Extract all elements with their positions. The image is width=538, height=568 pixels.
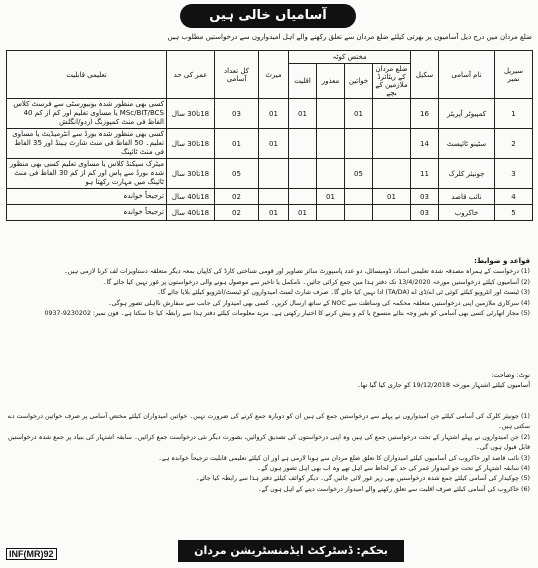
cell-qualification: کسی بھی منظور شدہ یونیورسٹی سے فرسٹ کلاس MSc/BIT/BCS یا مساوی تعلیم اور کم از کم 40 الفاظ فی منٹ کمپوزنگ اردو/انگلش [7,99,167,129]
terms-title: قواعد و ضوابط: [474,257,530,265]
cell-qualification: ترجیحاً خواندہ [7,205,167,221]
cell-post: خاکروب [439,205,495,221]
cell-district-sons [373,129,411,159]
cell-district-sons [373,205,411,221]
category-note: (3) نائب قاصد اور خاکروب کی آسامیوں کیلئے امیدواران کا تعلق ضلع مردان سے ہونا لازمی ہے اور ان کیلئے تعلیمی قابلیت ترجیحاً خواندہ ہے۔ [158,454,530,462]
cell-women [345,189,373,205]
table-row [7,129,533,159]
cell-disabled [317,129,345,159]
cell-merit [259,189,289,205]
header-scale: سکیل [411,51,439,99]
header-quota-group: مختص کوٹہ [289,51,411,64]
cell-district-sons [373,99,411,129]
cell-disabled [317,205,345,221]
header-disabled: معذور [317,64,345,99]
terms-item: (4) سرکاری ملازمین اپنی درخواستیں متعلقہ محکمہ کی وساطت سے NOC کے ساتھ ارسال کریں۔ کسی بھی امیدوار کی جانب سے سفارش نااہلی تصور ہوگی۔ [107,299,530,307]
cell-scale: 14 [411,129,439,159]
header-district-sons: ضلع مردان کے ریٹائرڈ ملازمین کے بچے [373,64,411,99]
cell-scale: 16 [411,99,439,129]
note-block [8,370,530,390]
cell-age: 18تا30 سال [167,129,215,159]
vacancies-table [6,50,533,221]
cell-total: 01 [215,129,259,159]
category-note: (4) سابقہ اشتہار کے تحت جو امیدوار عمر کی حد کے لحاظ سے اہل تھے وہ اب بھی اہل تصور ہوں گے۔ [257,465,530,473]
cell-qualification: ترجیحاً خواندہ [7,189,167,205]
cell-serial: 3 [495,159,533,189]
header-merit: میرٹ [259,51,289,99]
cell-scale: 03 [411,189,439,205]
cell-serial: 2 [495,129,533,159]
cell-women: 01 [345,99,373,129]
cell-minority [289,159,317,189]
category-note: (5) چوکیدار کی آسامی کیلئے جمع شدہ درخواستیں بھی زیر غور لائی جائیں گی۔ دیگر کوائف کیلئے دفتر ہذا سے رابطہ کیا جائے۔ [195,475,530,483]
category-note: (1) جونیئر کلرک کی آسامی کیلئے جن امیدواروں نے پہلے سے درخواستیں جمع کی ہیں ان کو دوبارہ جمع کرنے کی ضرورت نہیں۔ خواتین امیدواران کیلئے مختص آسامی پر صرف خواتین درخواست دے سکتی ہیں۔ [8,413,530,431]
cell-women: 05 [345,159,373,189]
cell-merit: 01 [259,99,289,129]
cell-post: سٹینو ٹائپسٹ [439,129,495,159]
cell-minority [289,129,317,159]
cell-minority [289,189,317,205]
cell-disabled [317,159,345,189]
header-qualification: تعلیمی قابلیت [7,51,167,99]
cell-merit: 01 [259,129,289,159]
cell-district-sons: 01 [373,189,411,205]
cell-total: 05 [215,159,259,189]
category-note: (6) خاکروب کی آسامی کیلئے صرف اقلیت سے تعلق رکھنے والے امیدوار درخواست دینے کے اہل ہوں گے۔ [257,485,530,493]
header-total: کل تعداد آسامی [215,51,259,99]
cell-merit: 01 [259,205,289,221]
table-row [7,189,533,205]
cell-age: 18تا40 سال [167,189,215,205]
cell-age: 18تا40 سال [167,205,215,221]
cell-district-sons [373,159,411,189]
cell-disabled: 01 [317,189,345,205]
header-post: نام آسامی [439,51,495,99]
cell-merit [259,159,289,189]
vacancies-banner: آسامیاں خالی ہیں [180,4,356,28]
category-note: (2) جن امیدواروں نے پہلے اشتہار کے تحت درخواستیں جمع کی ہیں وہ اپنی درخواستوں کی تصدیق کروائیں، بصورت دیگر نئی درخواست جمع کرائیں۔ سابقہ اشتہار کی بنیاد پر جمع شدہ درخواستیں قابل قبول ہوں گی۔ [8,433,530,452]
cell-post: جونیئر کلرک [439,159,495,189]
reference-number: INF(MR)92 [6,548,57,560]
cell-minority: 01 [289,99,317,129]
intro-text: ضلع مردان میں درج ذیل آسامیوں پر بھرتی کیلئے ضلع مردان سے تعلق رکھنے والے اہل امیدواروں سے درخواستیں مطلوب ہیں [167,33,532,41]
cell-scale: 11 [411,159,439,189]
header-minority: اقلیت [289,64,317,99]
cell-qualification: کسی بھی منظور شدہ بورڈ سے انٹرمیڈیٹ یا مساوی تعلیم۔ 50 الفاظ فی منٹ شارٹ ہینڈ اور 35 الفاظ فی منٹ ٹائپنگ [7,129,167,159]
cell-total: 02 [215,205,259,221]
cell-serial: 5 [495,205,533,221]
cell-post: نائب قاصد [439,189,495,205]
cell-disabled [317,99,345,129]
cell-qualification: میٹرک سیکنڈ کلاس یا مساوی تعلیم کسی بھی منظور شدہ بورڈ سے پاس اور کم از کم 30 الفاظ فی منٹ ٹائپنگ میں مہارت رکھتا ہو [7,159,167,189]
issuing-authority: بحکم: ڈسٹرکٹ ایڈمنسٹریشن مردان [178,540,404,562]
table-row [7,205,533,221]
header-age: عمر کی حد [167,51,215,99]
terms-item: (3) ٹیسٹ اور انٹرویو کیلئے کوئی ٹی اے/ڈی اے (TA/DA) ادا نہیں کیا جائے گا۔ صرف شارٹ لسٹ امیدواروں کو ٹیسٹ/انٹرویو کیلئے بلایا جائے گا۔ [156,289,530,297]
terms-item: (2) آسامیوں کیلئے درخواستیں مورخہ 13/4/2020 تک دفتر ہذا میں جمع کرائی جائیں۔ نامکمل یا تاخیر سے موصول ہونے والی درخواستوں پر غور نہیں کیا جائے گا۔ [102,278,530,286]
cell-age: 18تا30 سال [167,159,215,189]
cell-total: 03 [215,99,259,129]
cell-total: 02 [215,189,259,205]
cell-women [345,129,373,159]
header-serial: سیریل نمبر [495,51,533,99]
header-women: خواتین [345,64,373,99]
cell-serial: 4 [495,189,533,205]
category-notes [8,412,530,495]
cell-age: 18تا30 سال [167,99,215,129]
cell-scale: 03 [411,205,439,221]
table-row [7,159,533,189]
terms-list [8,267,530,320]
table-row [7,99,533,129]
note-title: نوٹ: وضاحت: [491,371,530,379]
note-text: آسامیوں کیلئے اشتہار مورخہ 19/12/2018 کو جاری کیا گیا تھا۔ [356,381,530,389]
terms-item: (1) درخواست کے ہمراہ مصدقہ شدہ تعلیمی اسناد، ڈومیسائل، دو عدد پاسپورٹ سائز تصاویر اور قومی شناختی کارڈ کی کاپیاں بمعہ دیگر متعلقہ دستاویزات لف کرنا لازمی ہیں۔ [64,268,530,275]
cell-serial: 1 [495,99,533,129]
terms-item: (5) مجاز اتھارٹی کسی بھی آسامی کو بغیر وجہ بتائے منسوخ یا کم و بیش کرنے کا اختیار رکھتی ہے۔ مزید معلومات کیلئے دفتر ہذا سے رابطہ کیا جا سکتا ہے۔ فون نمبر: 9230202-0937 [44,310,530,318]
cell-women [345,205,373,221]
cell-post: کمپیوٹر آپریٹر [439,99,495,129]
cell-minority: 01 [289,205,317,221]
